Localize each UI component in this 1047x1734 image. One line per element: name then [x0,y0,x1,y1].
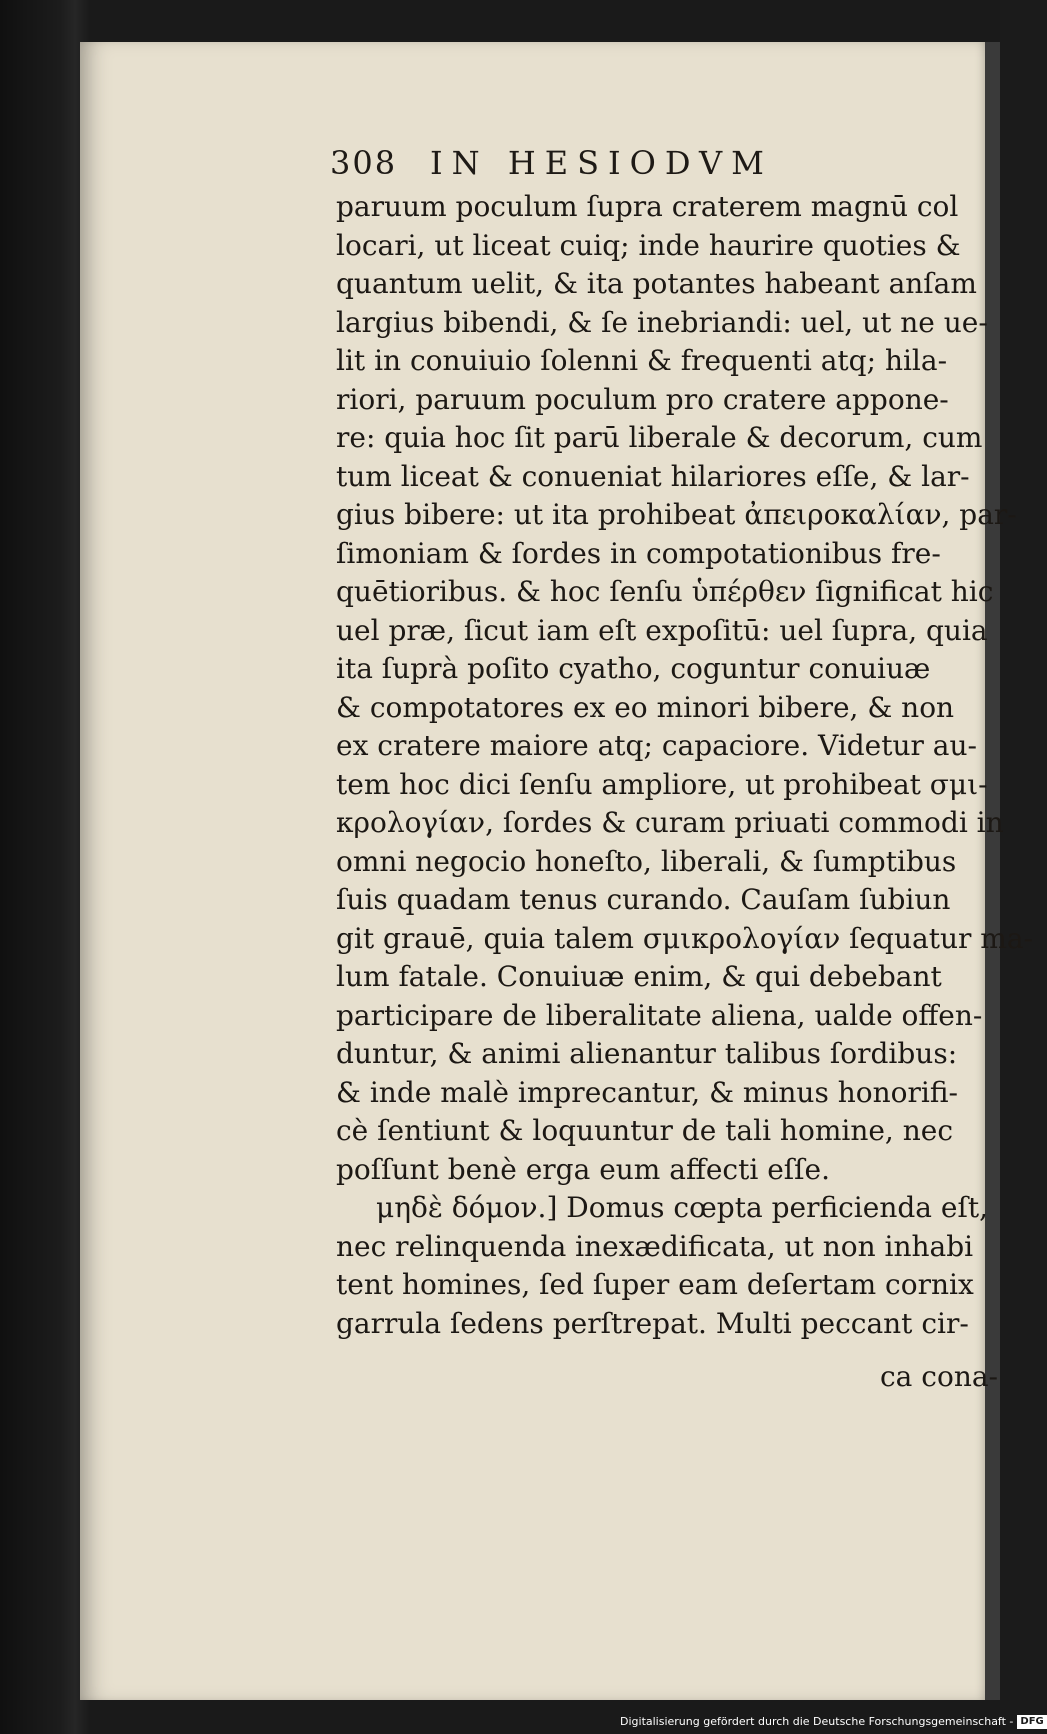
text-line: gius bibere: ut ita prohibeat ἀπειροκαλίαν, par- [336,498,1017,531]
running-head [330,144,930,194]
text-line: ſuis quadam tenus curando. Cauſam ſubiun [336,883,951,916]
text-line: omni negocio honeſto, liberali, & ſumptibus [336,844,957,878]
text-line: paruum poculum ſupra craterem magnū col [336,190,959,223]
catchword: ca cona- [880,1360,999,1393]
text-line: tem hoc dici ſenſu ampliore, ut prohibeat σμι- [336,767,988,801]
text-line: ex cratere maiore atq; capaciore. Videtur au- [336,729,977,762]
text-line-lemma: μηδὲ δόμον.] Domus cœpta perficienda eſt, [376,1191,988,1224]
text-line: cè ſentiunt & loquuntur de tali homine, nec [336,1114,954,1147]
credit-text: Digitalisierung gefördert durch die Deutsche Forschungsgemeinschaft - [620,1715,1014,1728]
text-line: uel præ, ſicut iam eſt expoſitū: uel ſupra, quia [336,613,988,647]
text-line: κρολογίαν, ſordes & curam priuati commodi in [336,806,1004,839]
text-line: lum fatale. Conuiuæ enim, & qui debebant [336,960,942,993]
digitization-credit [620,1710,1044,1734]
body-text [336,188,1033,1343]
text-line: nec relinquenda inexædificata, ut non inhabi [336,1229,974,1263]
text-line: & inde malè imprecantur, & minus honorifi- [336,1075,958,1109]
text-line: quētioribus. & hoc ſenſu ὑπέρθεν ſignificat hic [336,575,994,608]
text-line: riori, paruum poculum pro cratere appone- [336,382,949,416]
text-line: quantum uelit, & ita potantes habeant anſam [336,267,977,300]
dfg-logo-icon: DFG [1017,1715,1046,1729]
text-line: poſſunt benè erga eum affecti eſſe. [336,1152,830,1186]
text-line: tent homines, ſed ſuper eam deſertam cornix [336,1268,974,1301]
text-line: duntur, & animi alienantur talibus ſordibus: [336,1037,958,1070]
text-line: tum liceat & conueniat hilariores eſſe, & lar- [336,459,970,493]
text-line: re: quia hoc ſit parū liberale & decorum, cum [336,421,983,454]
text-line: & compotatores ex eo minori bibere, & non [336,690,955,724]
text-line: ſimoniam & ſordes in compotationibus fre- [336,536,941,570]
running-title: IN HESIODVM [430,144,773,182]
text-line: git grauē, quia talem σμικρολογίαν ſequatur ma- [336,921,1033,955]
text-line: largius bibendi, & ſe inebriandi: uel, ut ne ue- [336,305,988,339]
text-line: ita ſuprà poſito cyatho, coguntur conuiuæ [336,652,931,685]
text-line: garrula ſedens perſtrepat. Multi peccant cir- [336,1306,969,1340]
text-line: locari, ut liceat cuiq; inde haurire quoties & [336,228,961,262]
text-line: lit in conuiuio ſolenni & frequenti atq; hila- [336,344,948,377]
page-number: 308 [330,144,398,182]
text-line: participare de liberalitate aliena, ualde offen- [336,998,983,1032]
